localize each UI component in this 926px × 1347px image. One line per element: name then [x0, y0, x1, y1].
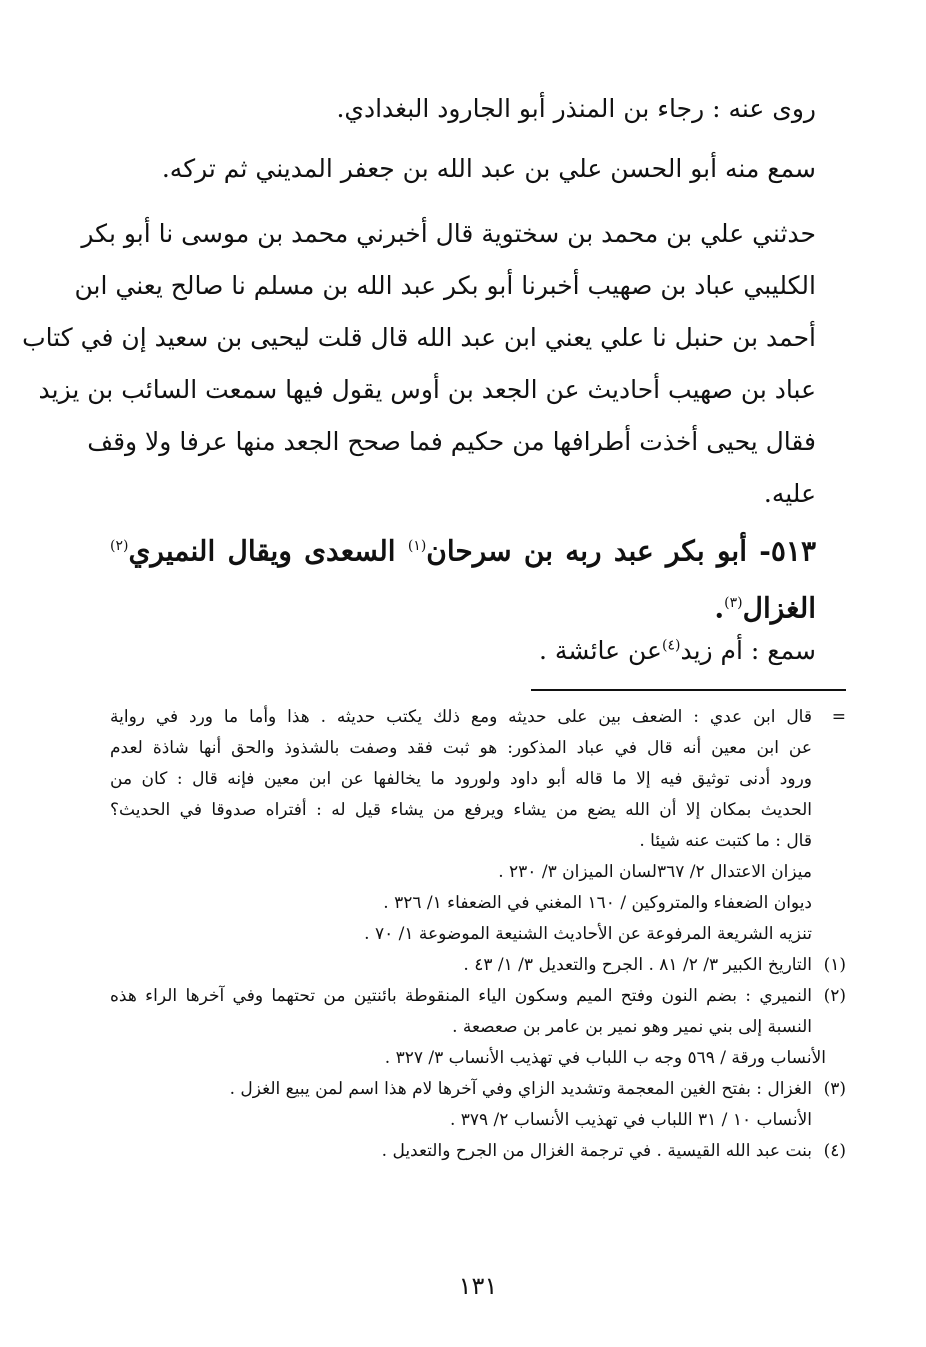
footnote-3-text: الغزال : بفتح الغين المعجمة وتشديد الزاي وفي آخرها لام هذا اسم لمن يبيع الغزل . — [229, 1079, 812, 1099]
paragraph-line: أحمد بن حنبل نا علي يعني ابن عبد الله قال قلت ليحيى بن سعيد إن في كتاب — [22, 323, 816, 352]
footnote-continuation — [110, 702, 846, 950]
entry-number: ٥١٣- — [759, 534, 817, 568]
paragraph-line: عباد بن صهيب أحاديث عن الجعد بن أوس يقول فيها سمعت السائب بن يزيد — [38, 375, 816, 404]
footnote-2-ref-text: الأنساب ورقة / ٥٦٩ وجه ب اللباب في تهذيب الأنساب ٣/ ٣٢٧ . — [384, 1048, 826, 1068]
footnote-ref-line: ميزان الاعتدال ٢/ ٣٦٧لسان الميزان ٣/ ٢٣٠ . — [498, 862, 812, 882]
footnote-ref-line: تنزيه الشريعة المرفوعة عن الأحاديث الشنيعة الموضوعة ١/ ٧٠ . — [364, 924, 812, 944]
footnote-1-text: التاريخ الكبير ٣/ ٢/ ٨١ . الجرح والتعديل ٣/ ١/ ٤٣ . — [463, 955, 812, 975]
footnote-2-text: النميري : بضم النون وفتح الميم وسكون الياء المنقوطة بائنتين من تحتهما وفي آخرها الراء هذه — [110, 986, 812, 1006]
footnote-3-mark: (٣) — [823, 1079, 846, 1099]
footnote-1 — [110, 950, 846, 981]
paragraph-line: فقال يحيى أخذت أطرافها من حكيم فما صحح الجعد منها عرفا ولا وقف — [87, 427, 816, 456]
footnote-4-text: بنت عبد الله القيسية . في ترجمة الغزال من الجرح والتعديل . — [381, 1141, 812, 1161]
entry-name: أبو بكر عبد ربه بن سرحان — [426, 534, 747, 568]
book-page — [22, 0, 846, 1347]
footnote-divider — [531, 689, 846, 691]
paragraph-line: حدثني علي بن محمد بن سختوية قال أخبرني محمد بن موسى نا أبو بكر — [81, 219, 816, 248]
footnote-line: عن ابن معين أنه قال في عباد المذكور: هو ثبت فقد وصفت بالشذوذ والحق أنها شاذة لعدم — [110, 738, 812, 758]
footnote-2-ref — [110, 1043, 846, 1074]
paragraph-line: عليه. — [763, 479, 816, 508]
entry-heading-line-2: الغزال$^{(٣)}$. — [714, 591, 816, 625]
entry-name-cont: السعدى ويقال النميري — [128, 534, 396, 568]
footnote-4 — [110, 1136, 846, 1167]
footnote-line: ورود أدنى توثيق فيه إلا ما قاله أبو داود ولورود ما يخالفها عن ابن معين فإنه قال : كان من — [110, 769, 812, 789]
paragraph-line: الكليبي عباد بن صهيب أخبرنا أبو بكر عبد الله بن مسلم نا صالح يعني ابن — [74, 271, 816, 300]
footnote-line: قال ابن عدي : الضعف بين على حديثه ومع ذلك يكتب حديثه . هذا وأما ما ورد في رواية — [110, 707, 812, 727]
isnad-paragraph — [22, 208, 816, 520]
continuation-mark: = — [831, 707, 846, 727]
footnote-ref-1: (١) — [407, 538, 427, 554]
footnote-4-mark: (٤) — [823, 1141, 846, 1161]
footnote-2-mark: (٢) — [823, 986, 846, 1006]
footnote-2-text: النسبة إلى بني نمير وهو نمير بن عامر بن صعصعة . — [452, 1017, 812, 1037]
footnote-line: قال : ما كتبت عنه شيئا . — [639, 831, 812, 851]
footnotes — [110, 702, 846, 1167]
narrators-line: روى عنه : رجاء بن المنذر أبو الجارود البغدادي. — [336, 94, 816, 123]
page-number: ١٣١ — [458, 1272, 498, 1300]
entry-heading-line-1 — [110, 520, 816, 577]
heard-line: سمع : أم زيد$^{(٤)}$عن عائشة . — [538, 636, 816, 665]
footnote-ref-line: ديوان الضعفاء والمتروكين / ١٦٠ المغني في الضعفاء ١/ ٣٢٦ . — [383, 893, 812, 913]
footnote-1-mark: (١) — [823, 955, 846, 975]
entry-nisba: الغزال — [742, 591, 816, 625]
entry-heading — [110, 520, 816, 635]
footnote-ref-2: (٢) — [110, 538, 129, 554]
footnote-3-ref: الأنساب ١٠ / ٣١ اللباب في تهذيب الأنساب ٢/ ٣٧٩ . — [449, 1110, 812, 1130]
heard-from-line: سمع منه أبو الحسن علي بن عبد الله بن جعفر المديني ثم تركه. — [161, 154, 816, 183]
footnote-3 — [110, 1074, 846, 1136]
footnote-2 — [110, 981, 846, 1043]
footnote-ref-3: (٣) — [724, 595, 743, 612]
footnote-line: الحديث بمكان إلا أن الله يضع من يشاء ويرفع من يشاء قيل له : أفتراه صدوقا في الحديث؟ — [110, 800, 813, 820]
footnote-ref-4: (٤) — [661, 637, 681, 654]
